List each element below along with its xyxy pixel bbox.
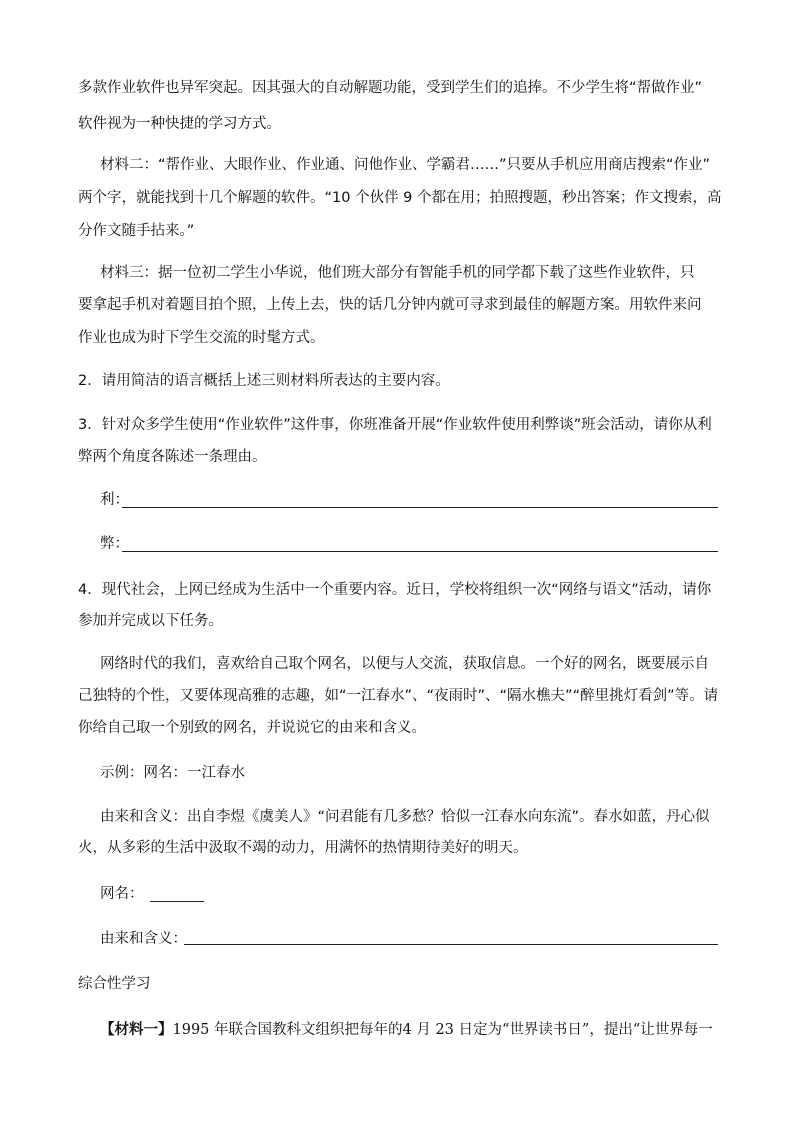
- paragraph-line: 弊两个角度各陈述一条理由。: [78, 449, 267, 465]
- question-2: 2．请用简洁的语言概括上述三则材料所表达的主要内容。: [78, 373, 450, 389]
- section-heading: 综合性学习: [78, 976, 151, 992]
- netname-label: 网名：: [100, 886, 144, 902]
- origin-meaning-label: 由来和含义：: [100, 931, 187, 947]
- paragraph-line: 作业也成为时下学生交流的时髦方式。: [78, 330, 325, 346]
- material-1-text: 1995 年联合国教科文组织把每年的4 月 23 日定为“世界读书日”，提出“让世界每一: [172, 1022, 713, 1038]
- origin-meaning-answer-line[interactable]: [184, 944, 718, 945]
- advantage-label: 利：: [100, 492, 129, 508]
- material-1-line: [100, 1020, 713, 1040]
- advantage-answer-line[interactable]: [122, 507, 718, 508]
- paragraph-line: 参加并完成以下任务。: [78, 613, 223, 629]
- netname-answer-line[interactable]: [150, 901, 204, 902]
- task-paragraph-line: 网络时代的我们，喜欢给自己取个网名，以便与人交流，获取信息。一个好的网名，既要展示自: [100, 656, 709, 672]
- question-4: 4．现代社会，上网已经成为生活中一个重要内容。近日，学校将组织一次“网络与语文”活动，请你: [78, 582, 712, 598]
- paragraph-line: 分作文随手拈来。”: [78, 223, 195, 239]
- paragraph-line: 两个字，就能找到十几个解题的软件。“10 个伙伴 9 个都在用；拍照搜题，秒出答案；作文搜索，高: [78, 190, 722, 206]
- material-1-tag: 【材料一】: [100, 1022, 173, 1038]
- disadvantage-label: 弊：: [100, 536, 129, 552]
- paragraph-line: 己独特的个性，又要体现高雅的志趣，如“一江春水”、“夜雨时”、“隔水樵夫”“醉里挑灯看剑”等。请: [78, 688, 719, 704]
- question-3: 3．针对众多学生使用“作业软件”这件事，你班准备开展“作业软件使用利弊谈”班会活动，请你从利: [78, 417, 712, 433]
- disadvantage-answer-line[interactable]: [122, 551, 718, 552]
- paragraph-line: 多款作业软件也异军突起。因其强大的自动解题功能，受到学生们的追捧。不少学生将“帮做作业”: [78, 80, 703, 96]
- paragraph-line: 你给自己取一个别致的网名，并说说它的由来和含义。: [78, 720, 426, 736]
- paragraph-line: 要拿起手机对着题目拍个照，上传上去，快的话几分钟内就可寻求到最佳的解题方案。用软件来问: [78, 297, 702, 313]
- example-label: 示例：网名：一江春水: [100, 765, 245, 781]
- paragraph-line: 软件视为一种快捷的学习方式。: [78, 116, 281, 132]
- material-2-line: 材料二：“帮作业、大眼作业、作业通、问他作业、学霸君……”只要从手机应用商店搜索“作业”: [100, 157, 711, 173]
- material-3-line: 材料三：据一位初二学生小华说，他们班大部分有智能手机的同学都下载了这些作业软件，只: [100, 265, 695, 281]
- example-meaning-line: 由来和含义：出自李煜《虞美人》“问君能有几多愁？恰似一江春水向东流”。春水如蓝，丹心似: [100, 809, 710, 825]
- paragraph-line: 火，从多彩的生活中汲取不竭的动力，用满怀的热情期待美好的明天。: [78, 840, 528, 856]
